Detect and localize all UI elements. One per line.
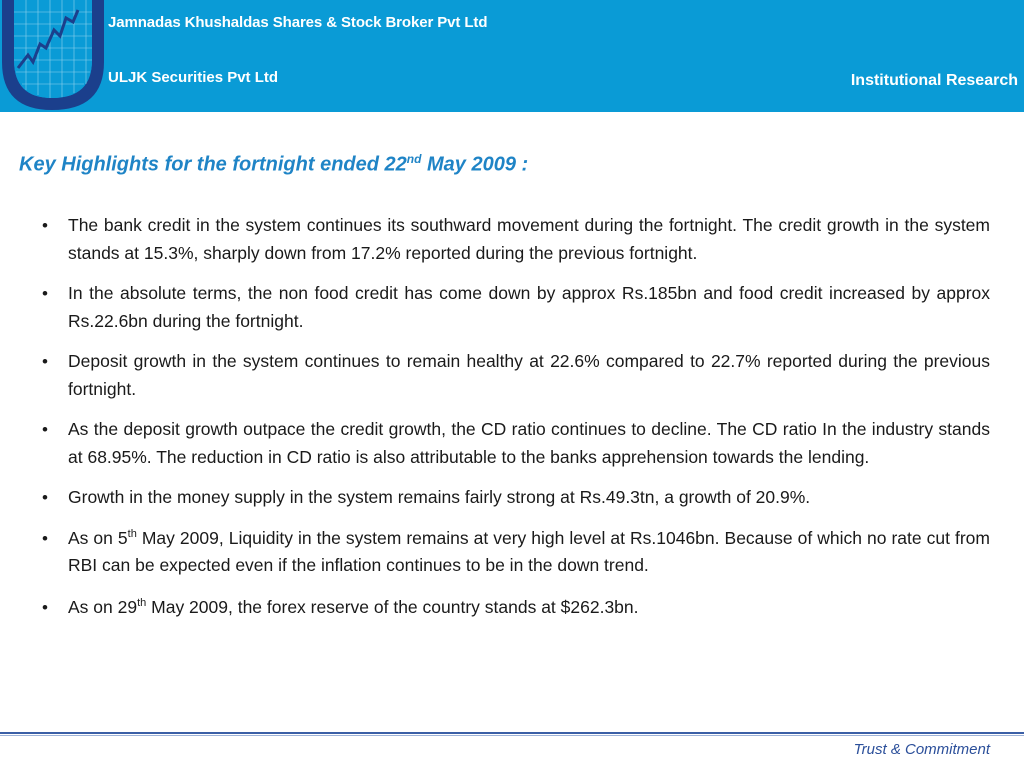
company-name-primary: Jamnadas Khushaldas Shares & Stock Broker Pvt Ltd: [108, 14, 488, 31]
title-suffix: May 2009 :: [421, 153, 529, 176]
bullet-icon: •: [42, 420, 48, 439]
bullet-icon: •: [42, 597, 48, 617]
bullet-icon: •: [42, 216, 48, 235]
footer-divider: [0, 732, 1024, 734]
bullet-icon: •: [42, 352, 48, 371]
list-item: [42, 525, 990, 580]
list-item: [42, 212, 990, 267]
title-prefix: Key Highlights for the fortnight ended 22: [19, 153, 407, 176]
list-item: [42, 594, 990, 622]
bullet-icon: •: [42, 284, 48, 303]
highlights-list: [42, 212, 990, 634]
list-item: [42, 280, 990, 335]
bullet-icon: •: [42, 528, 48, 548]
list-item: [42, 416, 990, 471]
bullet-icon: •: [42, 488, 48, 507]
bullet-text-post: May 2009, Liquidity in the system remains at very high level at Rs.1046bn. Because of which no rate cut from RBI can be expected even if the inflation continues to be in the down trend.: [68, 527, 990, 575]
bullet-text: Deposit growth in the system continues to remain healthy at 22.6% compared to 22.7% reported during the previous fortnight.: [68, 351, 990, 399]
bullet-ordinal: th: [137, 596, 147, 609]
bullet-text-post: May 2009, the forex reserve of the country stands at $262.3bn.: [146, 596, 639, 617]
page-title: [19, 152, 528, 177]
bullet-text-pre: As on 5: [68, 527, 128, 548]
bullet-text: As the deposit growth outpace the credit growth, the CD ratio continues to decline. The CD ratio In the industry stands at 68.95%. The reduction in CD ratio is also attributable to the banks apprehension towards the lending.: [68, 419, 990, 467]
stock-chart-u-logo-icon: [0, 0, 110, 112]
section-label: Institutional Research: [850, 72, 1018, 89]
bullet-text: The bank credit in the system continues its southward movement during the fortnight. The credit growth in the system stands at 15.3%, sharply down from 17.2% reported during the previous fortnight.: [68, 215, 990, 263]
list-item: [42, 484, 990, 512]
header-banner: [0, 0, 1024, 112]
footer-divider-secondary: [0, 735, 1024, 736]
company-name-secondary: ULJK Securities Pvt Ltd: [108, 69, 279, 86]
list-item: [42, 348, 990, 403]
footer-tagline: Trust & Commitment: [853, 741, 990, 758]
bullet-text: In the absolute terms, the non food credit has come down by approx Rs.185bn and food credit increased by approx Rs.22.6bn during the fortnight.: [68, 283, 990, 331]
title-ordinal: nd: [406, 152, 422, 166]
bullet-text-pre: As on 29: [68, 596, 138, 617]
bullet-ordinal: th: [127, 527, 137, 540]
bullet-text: Growth in the money supply in the system remains fairly strong at Rs.49.3tn, a growth of 20.9%.: [68, 487, 811, 507]
